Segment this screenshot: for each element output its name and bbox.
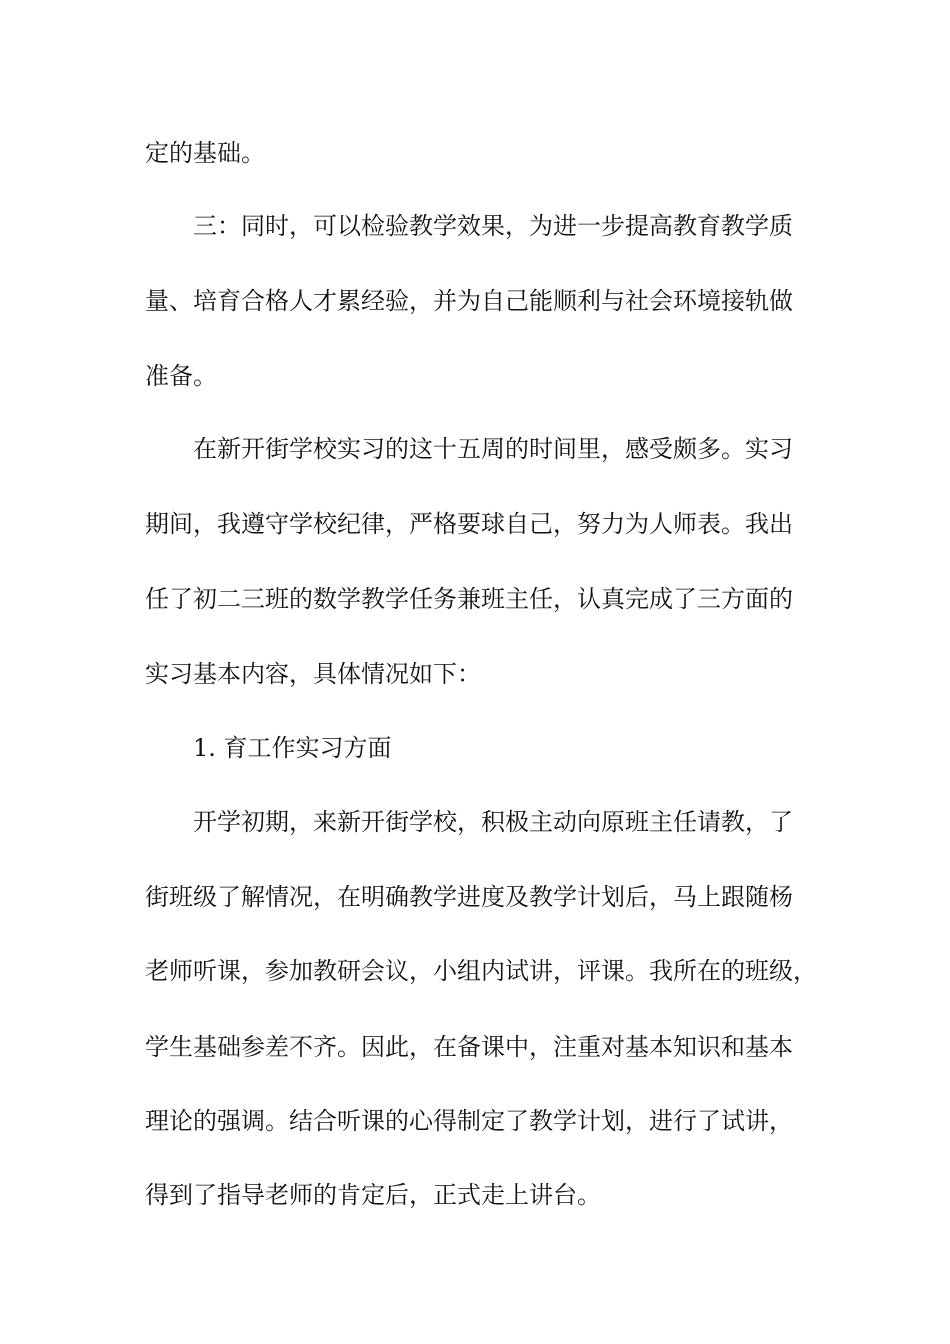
section-heading: 1. 育工作实习方面 <box>193 734 392 762</box>
text-line: 开学初期，来新开街学校，积极主动向原班主任请教，了 <box>193 808 793 836</box>
text-line: 学生基础参差不齐。因此，在备课中，注重对基本知识和基本 <box>145 1033 793 1061</box>
text-line: 量、培育合格人才累经验，并为自己能顺利与社会环境接轨做 <box>145 287 793 315</box>
text-line: 定的基础。 <box>145 139 265 167</box>
text-line: 期间，我遵守学校纪律，严格要球自己，努力为人师表。我出 <box>145 510 793 538</box>
text-line: 老师听课，参加教研会议，小组内试讲，评课。我所在的班级， <box>145 957 817 985</box>
text-line: 准备。 <box>145 362 217 390</box>
text-line: 理论的强调。结合听课的心得制定了教学计划，进行了试讲， <box>145 1107 793 1135</box>
text-line: 在新开街学校实习的这十五周的时间里，感受颇多。实习 <box>193 435 793 463</box>
text-line: 三：同时，可以检验教学效果，为进一步提高教育教学质 <box>193 212 793 240</box>
text-line: 街班级了解情况，在明确教学进度及教学计划后，马上跟随杨 <box>145 883 793 911</box>
text-line: 实习基本内容，具体情况如下： <box>145 660 481 688</box>
text-line: 得到了指导老师的肯定后，正式走上讲台。 <box>145 1181 601 1209</box>
text-line: 任了初二三班的数学教学任务兼班主任，认真完成了三方面的 <box>145 585 793 613</box>
